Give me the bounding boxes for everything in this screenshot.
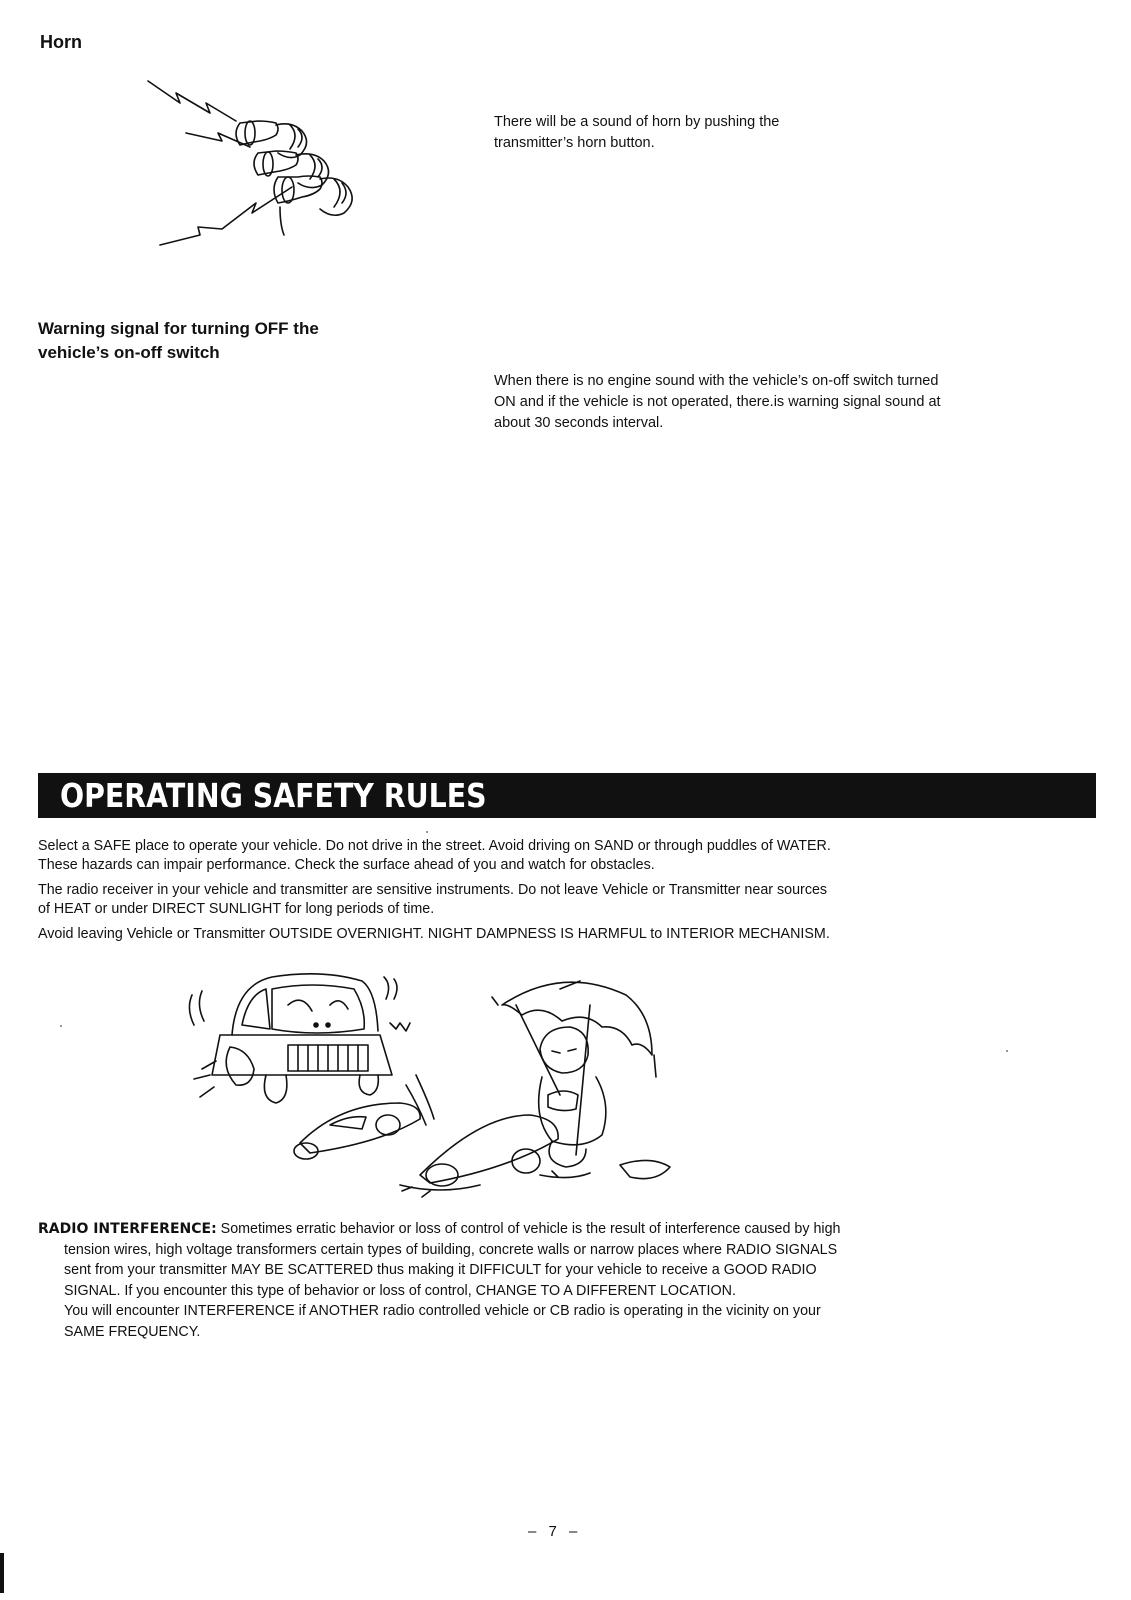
- scan-edge-mark: [0, 1553, 4, 1593]
- safety-illustration: [180, 965, 720, 1205]
- warning-description-line: about 30 seconds interval.: [494, 415, 664, 431]
- warning-description: [494, 371, 1054, 434]
- scan-speck: [1006, 1050, 1008, 1052]
- safety-rules-title: OPERATING SAFETY RULES: [60, 776, 487, 815]
- radio-interference-line: You will encounter INTERFERENCE if ANOTHER radio controlled vehicle or CB radio is operating in the vicinity on your: [64, 1303, 821, 1319]
- page-number: – 7 –: [528, 1523, 582, 1540]
- warning-description-line: When there is no engine sound with the vehicle’s on-off switch turned: [494, 373, 939, 389]
- horn-description-line: transmitter’s horn button.: [494, 135, 655, 151]
- car-drawing: [189, 974, 410, 1103]
- safety-rules-banner: [38, 773, 1096, 818]
- safety-paragraph-line: Select a SAFE place to operate your vehicle. Do not drive in the street. Avoid driving on SAND or through puddles of WATER.: [38, 838, 831, 854]
- horn-heading: Horn: [40, 32, 82, 52]
- safety-rules-text: [38, 837, 1078, 950]
- horn-illustration: [140, 75, 380, 255]
- warning-heading-line: vehicle’s on-off switch: [38, 343, 220, 362]
- safety-paragraph: [38, 925, 1078, 944]
- radio-interference-lead: RADIO INTERFERENCE:: [38, 1221, 217, 1237]
- safety-paragraph-line: Avoid leaving Vehicle or Transmitter OUTSIDE OVERNIGHT. NIGHT DAMPNESS IS HARMFUL to INTERIOR MECHANISM.: [38, 926, 830, 942]
- radio-interference-line: tension wires, high voltage transformers certain types of building, concrete walls or narrow places where RADIO SIGNALS: [64, 1241, 838, 1258]
- horn-description-line: There will be a sound of horn by pushing the: [494, 114, 780, 130]
- radio-interference-line: SAME FREQUENCY.: [64, 1323, 201, 1340]
- radio-interference-line: sent from your transmitter MAY BE SCATTERED thus making it DIFFICULT for your vehicle to receive a GOOD RADIO: [64, 1262, 817, 1278]
- boy-umbrella-drawing: [492, 981, 670, 1179]
- safety-paragraph-line: of HEAT or under DIRECT SUNLIGHT for long periods of time.: [38, 901, 435, 917]
- safety-paragraph-line: These hazards can impair performance. Check the surface ahead of you and watch for obstacles.: [38, 857, 655, 873]
- radio-interference-line: [38, 1219, 1098, 1240]
- radio-interference-line: SIGNAL. If you encounter this type of behavior or loss of control, CHANGE TO A DIFFERENT LOCATION.: [64, 1282, 736, 1299]
- scan-speck: [426, 831, 428, 833]
- warning-heading: [38, 317, 319, 365]
- scan-speck: [60, 1025, 62, 1027]
- safety-paragraph: [38, 837, 1078, 875]
- warning-heading-line: Warning signal for turning OFF the: [38, 319, 319, 338]
- rc-car-wet-drawing: [400, 1115, 590, 1197]
- horn-description: [494, 112, 779, 154]
- radio-interference-text: Sometimes erratic behavior or loss of control of vehicle is the result of interference caused by high: [220, 1221, 841, 1237]
- safety-paragraph-line: The radio receiver in your vehicle and transmitter are sensitive instruments. Do not leave Vehicle or Transmitter near sources: [38, 882, 828, 898]
- radio-interference-section: [38, 1219, 1098, 1342]
- warning-description-line: ON and if the vehicle is not operated, there.is warning signal sound at: [494, 394, 941, 410]
- safety-paragraph: [38, 881, 1078, 919]
- radio-interference-body: [38, 1240, 1098, 1343]
- rc-car-drawing: [294, 1075, 434, 1159]
